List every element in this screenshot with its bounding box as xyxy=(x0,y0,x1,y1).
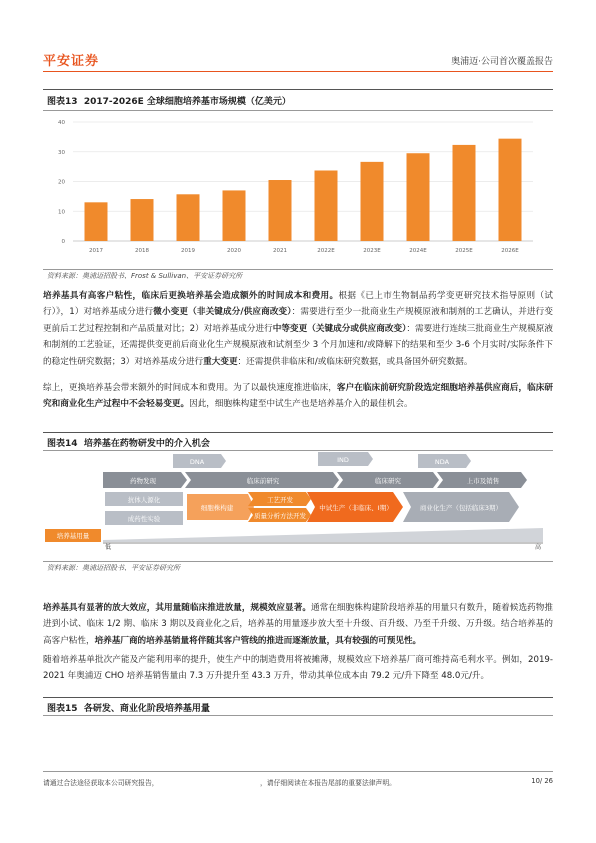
svg-text:NDA: NDA xyxy=(434,458,450,466)
para3-lead: 培养基具有显著的放大效应，其用量随临床推进放量，规模效应显著。 xyxy=(43,603,311,613)
svg-text:IND: IND xyxy=(337,456,349,464)
para1-medium-change: 中等变更（关键成分或供应商改变） xyxy=(272,323,407,334)
footer-middle: ，请仔细阅读在本报告尾部的重要法律声明。 xyxy=(260,779,396,787)
stage-preclinical xyxy=(185,472,339,488)
svg-text:药物发现: 药物发现 xyxy=(130,477,156,485)
svg-text:细胞株构建: 细胞株构建 xyxy=(200,504,234,512)
para1-text-d: ：还需提供非临床和/或临床研究数据，或具备国外研究数据。 xyxy=(237,356,473,367)
figure14-source: 资料来源：奥浦迈招股书、平安证券研究所 xyxy=(47,564,180,572)
x-tick-label: 2019 xyxy=(181,248,195,254)
para2-text-b: 因此，细胞株构建至中试生产也是培养基介入的最佳机会。 xyxy=(189,399,413,410)
milestone-nda xyxy=(418,454,471,468)
figure15-top-rule xyxy=(43,697,553,698)
header-divider xyxy=(43,71,553,72)
page-number: 10/ 26 xyxy=(531,777,553,785)
report-title: 奥浦迈·公司首次覆盖报告 xyxy=(451,57,553,67)
figure13-title xyxy=(47,94,291,107)
figure13-title-rule xyxy=(43,110,553,111)
x-tick-label: 2024E xyxy=(409,248,427,254)
svg-text:临床前研究: 临床前研究 xyxy=(246,477,280,485)
svg-text:DNA: DNA xyxy=(189,458,205,466)
bar xyxy=(453,145,476,241)
paragraph-scale-effect xyxy=(43,600,553,649)
usage-gradient-wedge xyxy=(103,528,543,542)
milestone-dna xyxy=(173,454,226,468)
y-tick-label: 10 xyxy=(58,209,65,216)
svg-text:培养基用量: 培养基用量 xyxy=(56,532,90,540)
svg-text:质量分析方法开发: 质量分析方法开发 xyxy=(254,512,306,520)
svg-text:商业化生产（包括临床3期）: 商业化生产（包括临床3期） xyxy=(419,504,503,512)
paragraph-margin xyxy=(43,652,553,685)
svg-text:抗体人源化: 抗体人源化 xyxy=(127,496,161,504)
bar xyxy=(269,180,292,241)
y-tick-label: 20 xyxy=(58,179,65,186)
brand-logo: 平安证券 xyxy=(43,54,100,69)
svg-text:工艺开发: 工艺开发 xyxy=(267,496,293,504)
x-tick-label: 2022E xyxy=(317,248,335,254)
market-size-bar-chart xyxy=(43,112,553,267)
figure14-top-rule xyxy=(43,432,553,433)
bar xyxy=(499,139,522,241)
y-tick-label: 0 xyxy=(61,239,65,245)
drug-development-diagram xyxy=(43,452,553,562)
figure15-caption: 各研发、商业化阶段培养基用量 xyxy=(83,704,210,714)
x-tick-label: 2025E xyxy=(455,248,473,254)
x-tick-label: 2021 xyxy=(273,248,287,254)
bar xyxy=(131,199,154,241)
svg-text:上市及销售: 上市及销售 xyxy=(466,477,500,485)
svg-text:中试生产（非临床、I期）: 中试生产（非临床、I期） xyxy=(319,504,393,512)
box-process-development xyxy=(248,492,311,506)
footer-left: 请通过合法途径获取本公司研究报告， xyxy=(43,779,159,787)
x-tick-label: 2023E xyxy=(363,248,381,254)
paragraph-customer-stickiness xyxy=(43,288,553,370)
usage-label xyxy=(45,529,101,542)
stage-clinical xyxy=(337,472,439,488)
para3-emphasis: 培养基厂商的培养基销量将伴随其客户管线的推进而逐渐放量，具有较强的可预见性。 xyxy=(94,635,422,646)
x-tick-label: 2020 xyxy=(227,248,241,254)
x-tick-label: 2026E xyxy=(501,248,519,254)
para1-major-change: 重大变更 xyxy=(203,356,238,367)
bar xyxy=(315,170,338,241)
bar xyxy=(407,153,430,241)
footer-divider xyxy=(43,771,553,772)
figure13-top-rule xyxy=(43,89,553,90)
box-quality-analysis xyxy=(248,508,311,522)
paragraph-switching-cost xyxy=(43,380,553,413)
bar xyxy=(223,190,246,241)
figure14-label: 图表14 xyxy=(47,439,78,449)
figure14-title-rule xyxy=(43,450,553,451)
figure13-source: 资料来源：奥浦迈招股书、Frost & Sullivan、平安证券研究所 xyxy=(47,272,243,280)
y-tick-label: 40 xyxy=(58,120,65,126)
para1-text-b: ：需要进行至少一批商业生产规模原液和制剂的工艺确认，并进行变更前后工艺过程控制和产品质量对比；2）对培养基成分进行 xyxy=(43,307,553,334)
box-cell-line-construction xyxy=(187,494,254,520)
x-tick-label: 2017 xyxy=(89,248,103,254)
box-antibody-humanization xyxy=(105,492,183,506)
bar xyxy=(361,162,384,241)
bar xyxy=(85,202,108,241)
figure14-caption: 培养基在药物研发中的介入机会 xyxy=(83,439,210,449)
para4-text: 随着培养基单批次产能及产能利用率的提升，使生产中的制造费用将被摊薄，规模效应下培养基厂商可维持高毛利水平。例如，2019-2021 年奥浦迈 CHO 培养基销售量由 7.3 万升提升至 43.3 万升，带动其单位成本由 79.2 元/升下降至 48.0元/升。 xyxy=(43,655,553,682)
box-druggability-test xyxy=(105,511,183,525)
figure13-caption: 2017-2026E 全球细胞培养基市场规模（亿美元） xyxy=(83,97,291,107)
para1-lead: 培养基具有高客户粘性，临床后更换培养基会造成额外的时间成本和费用。 xyxy=(43,291,339,301)
usage-low: 低 xyxy=(105,544,112,551)
para1-text-a: 根据《已上市生物制品药学变更研究技术指导原则（试行）》，1）对培养基成分进行 xyxy=(43,291,553,318)
y-tick-label: 30 xyxy=(58,149,65,156)
svg-text:临床研究: 临床研究 xyxy=(375,477,401,485)
figure13-label: 图表13 xyxy=(47,97,78,107)
figure15-label: 图表15 xyxy=(47,704,78,714)
x-tick-label: 2018 xyxy=(135,248,149,254)
stage-drug-discovery xyxy=(103,472,187,488)
stage-market xyxy=(437,472,527,488)
para2-emphasis: 客户在临床前研究阶段选定细胞培养基供应商后，临床研究和商业化生产过程中不会轻易变更。 xyxy=(43,383,553,410)
para1-minor-change: 微小变更（非关键成分/供应商改变） xyxy=(153,307,292,318)
figure14-bottom-rule xyxy=(43,561,553,562)
figure14-title xyxy=(47,436,210,449)
milestone-ind xyxy=(318,452,373,466)
figure15-title-rule xyxy=(43,715,553,716)
svg-text:成药性实验: 成药性实验 xyxy=(127,515,161,523)
box-commercial-production xyxy=(403,492,519,522)
figure13-bottom-rule xyxy=(43,269,553,270)
figure15-title xyxy=(47,701,210,714)
para1-text-c: ：需要进行连续三批商业生产规模原液和制剂的工艺验证，还需提供变更前后商业化生产规模原液和试剂至少 3 个月加速和/或降解下的结果和至少 3-6 个月实时/实际条件下的稳定性研究数据；3）对培养基成分进行 xyxy=(43,323,553,367)
bar xyxy=(177,194,200,241)
box-pilot-production xyxy=(307,492,403,522)
usage-high: 高 xyxy=(535,544,542,551)
para3-text: 通常在细胞株构建阶段培养基的用量只有数升，随着候选药物推进到小试、临床 1/2 期、临床 3 期以及商业化之后，培养基的用量逐步放大至十升级、百升级、乃至千升级、万升级。结合培养基的高客户粘性， xyxy=(43,603,553,646)
para2-text-a: 综上，更换培养基会带来额外的时间成本和费用。为了以最快速度推进临床， xyxy=(43,383,337,393)
